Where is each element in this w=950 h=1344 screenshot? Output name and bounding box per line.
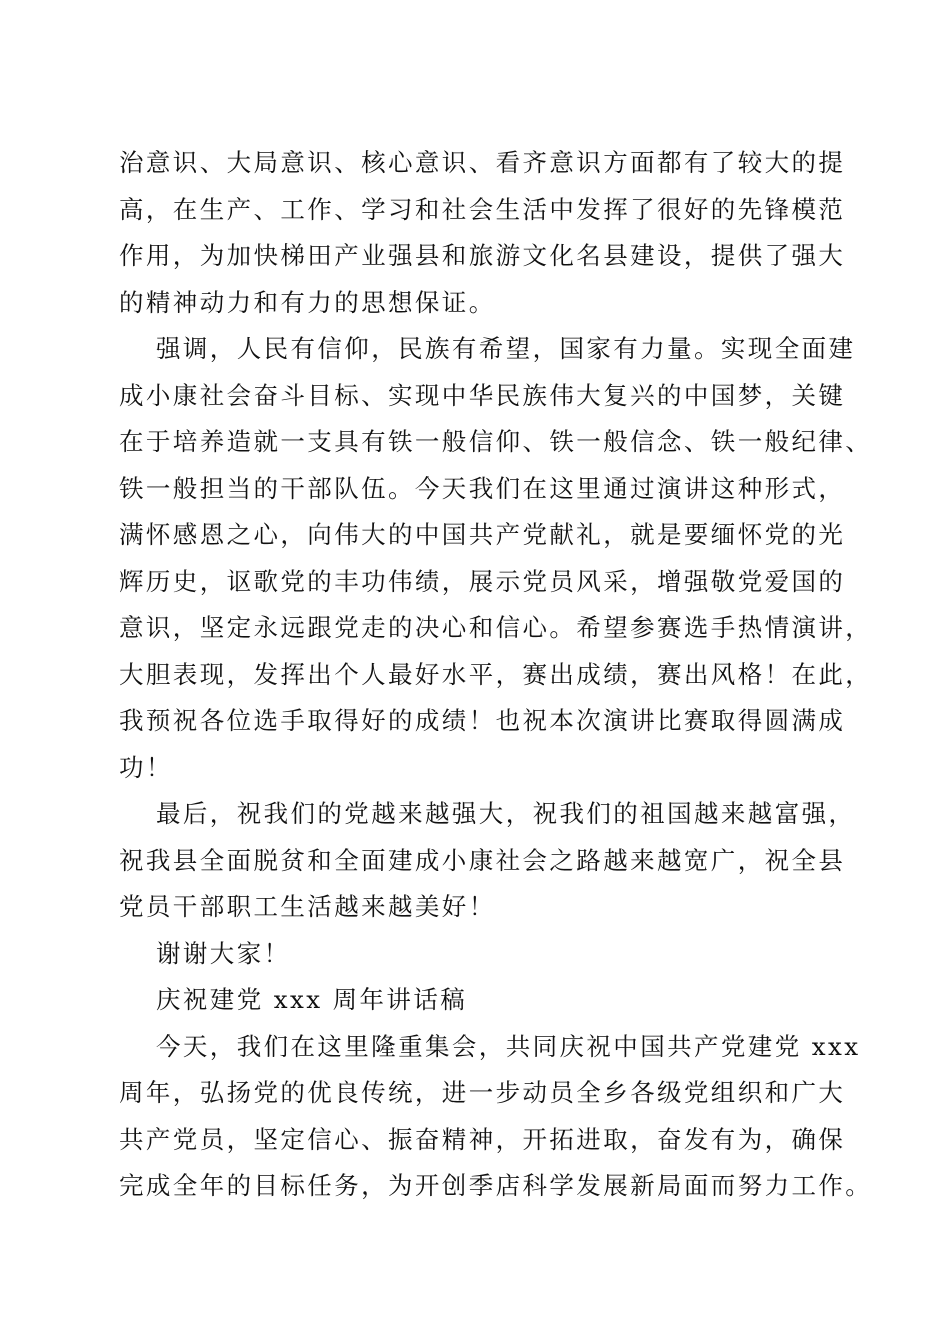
paragraph-3 — [119, 791, 856, 931]
text-line: 大胆表现，发挥出个人最好水平，赛出成绩，赛出风格！在此， — [119, 659, 873, 689]
text-line: 共产党员，坚定信心、振奋精神，开拓进取，奋发有为，确保 — [119, 1124, 846, 1154]
text-line: 的精神动力和有力的思想保证。 — [119, 287, 496, 317]
paragraph-4 — [119, 931, 851, 978]
text-line: 完成全年的目标任务，为开创季店科学发展新局面而努力工作。 — [119, 1171, 873, 1200]
text-line: 高，在生产、工作、学习和社会生活中发挥了很好的先锋模范 — [119, 194, 846, 224]
text-line: 作用，为加快梯田产业强县和旅游文化名县建设，提供了强大 — [119, 241, 846, 270]
text-line: 在于培养造就一支具有铁一般信仰、铁一般信念、铁一般纪律、 — [119, 427, 873, 456]
text-line: 周年，弘扬党的优良传统，进一步动员全乡各级党组织和广大 — [119, 1078, 846, 1107]
text-line: 强调，人民有信仰，民族有希望，国家有力量。实现全面建 — [156, 334, 856, 363]
text-line: 祝我县全面脱贫和全面建成小康社会之路越来越宽广，祝全县 — [119, 845, 846, 875]
text-line: 谢谢大家！ — [156, 938, 291, 968]
text-line: 成小康社会奋斗目标、实现中华民族伟大复兴的中国梦，关键 — [119, 380, 846, 410]
text-line: 最后，祝我们的党越来越强大，祝我们的祖国越来越富强， — [156, 799, 856, 828]
text-line: 满怀感恩之心，向伟大的中国共产党献礼，就是要缅怀党的光 — [119, 520, 846, 549]
text-line: 我预祝各位选手取得好的成绩！也祝本次演讲比赛取得圆满成 — [119, 706, 846, 735]
paragraph-1 — [119, 140, 851, 326]
text-line: 功！ — [119, 752, 173, 782]
text-line: 今天，我们在这里隆重集会，共同庆祝中国共产党建党 xxx — [156, 1031, 861, 1061]
text-line: 治意识、大局意识、核心意识、看齐意识方面都有了较大的提 — [119, 148, 846, 177]
paragraph-5-heading — [119, 977, 851, 1024]
document-body — [119, 140, 873, 1210]
paragraph-2 — [119, 326, 873, 791]
paragraph-6 — [119, 1024, 873, 1210]
text-line: 辉历史，讴歌党的丰功伟绩，展示党员风采，增强敬党爱国的 — [119, 566, 846, 596]
text-line: 党员干部职工生活越来越美好！ — [119, 892, 496, 921]
text-line: 意识，坚定永远跟党走的决心和信心。希望参赛选手热情演讲， — [119, 613, 873, 642]
text-line: 庆祝建党 xxx 周年讲话稿 — [156, 985, 468, 1014]
text-line: 铁一般担当的干部队伍。今天我们在这里通过演讲这种形式， — [119, 473, 846, 503]
